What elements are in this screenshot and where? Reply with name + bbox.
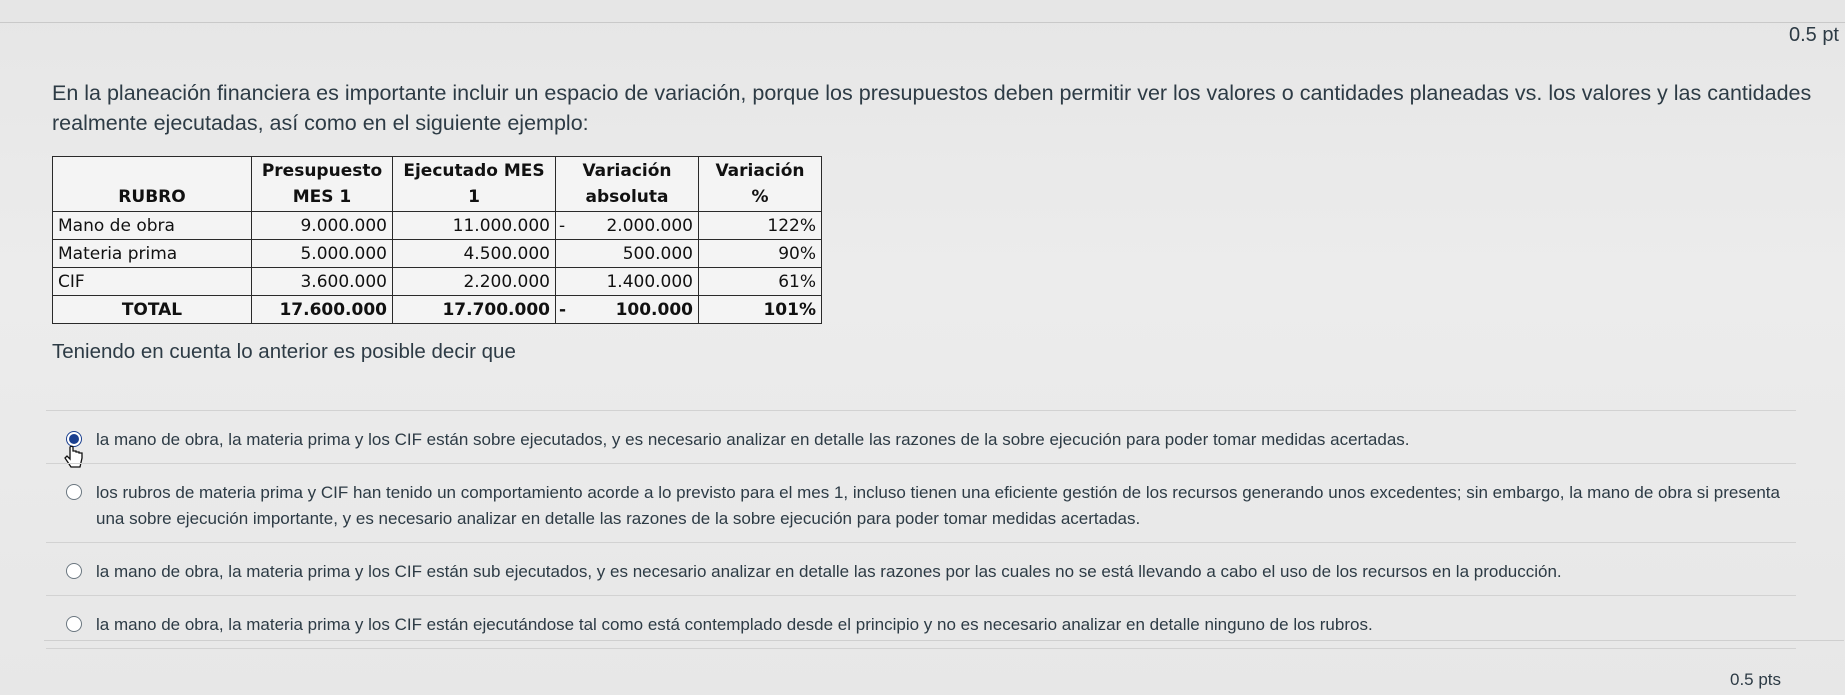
cell-ejecutado: 11.000.000 [393, 212, 556, 240]
cell-ejecutado-total: 17.700.000 [393, 296, 556, 324]
variacion-value: 2.000.000 [606, 215, 693, 236]
variacion-value: 100.000 [615, 299, 693, 320]
cell-rubro: Mano de obra [53, 212, 252, 240]
header-variacion-pct: Variación % [699, 157, 822, 212]
table-header-row [53, 157, 822, 212]
cell-variacion [556, 240, 699, 268]
cell-variacion [556, 268, 699, 296]
question-prompt: En la planeación financiera es importante incluir un espacio de variación, porque los presupuestos deben permitir ver los valores o cantidades planeadas vs. los valores y las cantidades realmente ejecutadas, así como en el siguiente ejemplo: [52, 81, 1812, 135]
next-question-points: 0.5 pts [1730, 670, 1782, 689]
table-total-row [53, 296, 822, 324]
cell-pct: 122% [699, 212, 822, 240]
cell-variacion-total [556, 296, 699, 324]
radio-button[interactable] [66, 563, 82, 579]
table-row [53, 212, 822, 240]
cell-presupuesto-total: 17.600.000 [252, 296, 393, 324]
question-follow-up: Teniendo en cuenta lo anterior es posible decir que [52, 340, 516, 363]
answer-text: la mano de obra, la materia prima y los CIF están sobre ejecutados, y es necesario analizar en detalle las razones de la sobre ejecución para poder tomar medidas acertadas. [96, 430, 1410, 449]
answer-text: la mano de obra, la materia prima y los CIF están sub ejecutados, y es necesario analizar en detalle las razones por las cuales no se está llevando a cabo el uso de los recursos en la producción. [96, 562, 1562, 581]
header-ejecutado: Ejecutado MES 1 [393, 157, 556, 212]
divider [44, 640, 1844, 641]
cell-ejecutado: 2.200.000 [393, 268, 556, 296]
cell-pct: 61% [699, 268, 822, 296]
cell-pct-total: 101% [699, 296, 822, 324]
header-rubro: RUBRO [53, 157, 252, 212]
answer-text: los rubros de materia prima y CIF han tenido un comportamiento acorde a lo previsto para el mes 1, incluso tienen una eficiente gestión de los recursos generando unos excedentes; sin embargo, la mano de obra si presenta una sobre ejecución importante, y es necesario analizar en detalle las razones de la sobre ejecución para poder tomar medidas acertadas. [96, 483, 1780, 528]
cell-presupuesto: 3.600.000 [252, 268, 393, 296]
cell-rubro: Materia prima [53, 240, 252, 268]
cell-presupuesto: 5.000.000 [252, 240, 393, 268]
cell-presupuesto: 9.000.000 [252, 212, 393, 240]
question-points: 0.5 pt [1788, 24, 1839, 46]
minus-sign: - [559, 299, 567, 320]
header-variacion-absoluta: Variación absoluta [556, 157, 699, 212]
answer-list [46, 410, 1796, 649]
answer-option[interactable] [46, 463, 1796, 542]
budget-table [52, 156, 822, 324]
radio-button[interactable] [66, 484, 82, 500]
cell-ejecutado: 4.500.000 [393, 240, 556, 268]
answer-option[interactable] [46, 542, 1796, 595]
variacion-value: 500.000 [622, 243, 693, 264]
table-row [53, 240, 822, 268]
cell-pct: 90% [699, 240, 822, 268]
cell-rubro: CIF [53, 268, 252, 296]
divider [0, 22, 1845, 23]
table-row [53, 268, 822, 296]
radio-button[interactable] [66, 616, 82, 632]
answer-option[interactable] [46, 410, 1796, 463]
header-presupuesto: Presupuesto MES 1 [252, 157, 393, 212]
cell-rubro-total: TOTAL [53, 296, 252, 324]
minus-sign: - [559, 215, 566, 236]
question-block [52, 78, 1812, 364]
variacion-value: 1.400.000 [606, 271, 693, 292]
cell-variacion [556, 212, 699, 240]
answer-text: la mano de obra, la materia prima y los CIF están ejecutándose tal como está contemplado desde el principio y no es necesario analizar en detalle ninguno de los rubros. [96, 615, 1373, 634]
